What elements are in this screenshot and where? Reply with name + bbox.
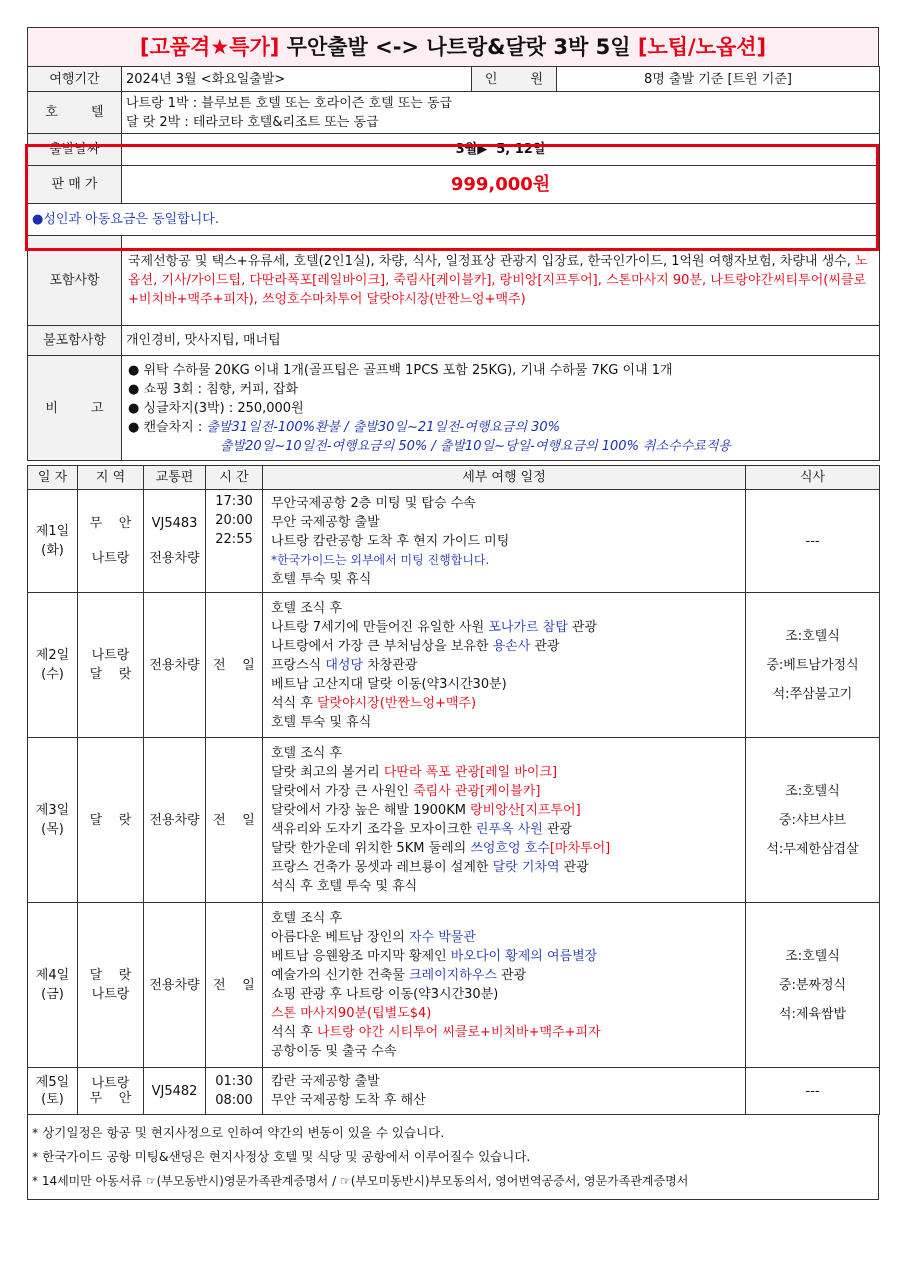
title-main: 무안출발 <-> 나트랑&달랏 3박 5일 [279, 35, 638, 59]
day1-transport: VJ5483 전용차량 [144, 490, 206, 593]
day5-detail: 캄란 국제공항 출발 무안 국제공항 도착 후 해산 [263, 1068, 746, 1115]
remark-baggage: ● 위탁 수하물 20KG 이내 1개(골프팁은 골프백 1PCS 포함 25KG), 기내 수하물 7KG 이내 1개 [128, 362, 673, 378]
day2-transport: 전용차량 [144, 593, 206, 738]
period-label: 여행기간 [28, 67, 122, 92]
day2-label: 제2일 (수) [28, 593, 78, 738]
schedule-header-row [28, 466, 880, 490]
day3-label: 제3일 (목) [28, 738, 78, 903]
price-label: 판 매 가 [28, 166, 122, 204]
depart-value: 3월▶ 5, 12일 [122, 134, 880, 166]
period-value: 2024년 3월 <화요일출발> [122, 67, 472, 92]
col-header-region: 지 역 [78, 466, 144, 490]
table-row-day4 [28, 903, 880, 1068]
day5-region: 나트랑 무 안 [78, 1068, 144, 1115]
table-row-day1 [28, 490, 880, 593]
people-value: 8명 출발 기준 [트윈 기준] [557, 67, 880, 92]
day5-meal: --- [746, 1068, 880, 1115]
remark-value [122, 356, 880, 461]
col-header-transport: 교통편 [144, 466, 206, 490]
exclude-label: 불포함사항 [28, 326, 122, 356]
col-header-day: 일 자 [28, 466, 78, 490]
hotel-line-dalat: 달 랏 2박 : 테라코타 호텔&리조트 또는 동급 [126, 114, 379, 130]
day3-detail: 호텔 조식 후 달랏 최고의 볼거리 다딴라 폭포 관광[레일 바이크] 달랏에서 가장 큰 사원인 죽림사 관광[케이블카] 달랏에서 가장 높은 해발 1900KM 랑비앙산[지프투어] 색유리와 도자기 조각을 모자이크한 린푸옥 사원 관광 달랏 한가운데 위치한 5KM 둘레의 쓰엉흐엉 호수[마차투어] 프랑스 건축가 몽셋과 레브룡이 설계한 달랏 기차역 관광 석식 후 호텔 투숙 및 휴식 [263, 738, 746, 903]
day5-transport: VJ5482 [144, 1068, 206, 1115]
col-header-detail: 세부 여행 일정 [263, 466, 746, 490]
remark-single-charge: ● 싱글차지(3박) : 250,000원 [128, 400, 304, 416]
include-label: 포함사항 [28, 236, 122, 326]
day1-times: 17:30 20:00 22:55 [206, 490, 263, 593]
cancel-policy-b: 출발20일~10일전-여행요금의 50% / 출발10일~당일-여행요금의 100% 취소수수료적용 [220, 438, 731, 454]
day2-time: 전 일 [206, 593, 263, 738]
day1-meal: --- [746, 490, 880, 593]
hotel-value [122, 92, 880, 134]
day2-detail: 호텔 조식 후 나트랑 7세기에 만들어진 유일한 사원 포나가르 참탑 관광 나트랑에서 가장 큰 부처님상을 보유한 용손사 관광 프랑스식 대성당 차창관광 베트남 고산지대 달랏 이동(약3시간30분) 석식 후 달랏야시장(반짠느엉+맥주) 호텔 투숙 및 휴식 [263, 593, 746, 738]
day4-label: 제4일 (금) [28, 903, 78, 1068]
note-guide-meeting: * 한국가이드 공항 미팅&샌딩은 현지사정상 호텔 및 식당 및 공항에서 이루어질수 있습니다. [32, 1149, 531, 1164]
exclude-value: 개인경비, 맛사지팁, 매너팁 [122, 326, 880, 356]
col-header-meal: 식사 [746, 466, 880, 490]
price-value: 999,000원 [122, 166, 880, 204]
schedule-table [27, 465, 880, 1115]
include-text-highlight: 노옵션, 기사/가이드팁, 다딴라폭포[레일바이크], 죽림사[케이블카], 랑비앙[지프투어], 스톤마사지 90분, 나트랑야간씨티투어(씨클로+비치바+맥주+피자), 쓰엉호수마차투어 달랏야시장(반짠느엉+맥주) [128, 254, 868, 307]
day2-meals: 조:호텔식 중:베트남가정식 석:쭈삼불고기 [746, 593, 880, 738]
hotel-label: 호 텔 [28, 92, 122, 134]
remark-cancel: ● 캔슬차지 : 출발31일전-100%환불 / 출발30일~21일전-여행요금의 30% [128, 419, 561, 435]
day1-detail: 무안국제공항 2층 미팅 및 탑승 수속 무안 국제공항 출발 나트랑 캄란공항 도착 후 현지 가이드 미팅 *한국가이드는 외부에서 미팅 진행합니다. 호텔 투숙 및 휴식 [263, 490, 746, 593]
cancel-policy-a: 출발31일전-100%환불 / 출발30일~21일전-여행요금의 30% [206, 419, 561, 435]
page-title [27, 27, 879, 67]
table-row-day5 [28, 1068, 880, 1115]
include-value [122, 236, 880, 326]
day3-transport: 전용차량 [144, 738, 206, 903]
table-row-day3 [28, 738, 880, 903]
hotel-line-nhatrang: 나트랑 1박 : 블루보튼 호텔 또는 호라이즌 호텔 또는 동급 [126, 95, 453, 111]
remark-label: 비 고 [28, 356, 122, 461]
title-tag-notip: [노팁/노옵션] [637, 35, 767, 59]
col-header-time: 시 간 [206, 466, 263, 490]
day4-detail: 호텔 조식 후 아름다운 베트남 장인의 자수 박물관 베트남 응웬왕조 마지막 황제인 바오다이 황제의 여름별장 예술가의 신기한 건축물 크레이지하우스 관광 쇼핑 관광 후 나트랑 이동(약3시간30분) 스톤 마사지90분(팁별도$4) 석식 후 나트랑 야간 시티투어 씨클로+비치바+맥주+피자 공항이동 및 출국 수속 [263, 903, 746, 1068]
title-tag-premium: [고품격★특가] [139, 35, 280, 59]
people-label: 인 원 [472, 67, 557, 92]
day4-time: 전 일 [206, 903, 263, 1068]
day1-label: 제1일 (화) [28, 490, 78, 593]
day2-region: 나트랑 달 랏 [78, 593, 144, 738]
day4-meals: 조:호텔식 중:분짜정식 석:제육쌈밥 [746, 903, 880, 1068]
day3-meals: 조:호텔식 중:샤브샤브 석:무제한삼겹살 [746, 738, 880, 903]
note-child-documents: * 14세미만 아동서류 ☞(부모동반시)영문가족관계증명서 / ☞(부모미동반시)부모동의서, 영어번역공증서, 영문가족관계증명서 [32, 1174, 689, 1188]
remark-shopping: ● 쇼핑 3회 : 침향, 커피, 잡화 [128, 381, 299, 397]
include-text: 국제선항공 및 택스+유류세, 호텔(2인1실), 차량, 식사, 일정표상 관광지 입장료, 한국인가이드, 1억원 여행자보험, 차량내 생수, [128, 254, 855, 269]
day4-region: 달 랏 나트랑 [78, 903, 144, 1068]
footer-notes [27, 1115, 879, 1200]
day3-region: 달 랏 [78, 738, 144, 903]
day3-time: 전 일 [206, 738, 263, 903]
day5-times: 01:30 08:00 [206, 1068, 263, 1115]
itinerary-document [27, 27, 879, 1200]
day5-label: 제5일 (토) [28, 1068, 78, 1115]
info-table [27, 66, 880, 461]
table-row-day2 [28, 593, 880, 738]
day4-transport: 전용차량 [144, 903, 206, 1068]
day1-region: 무 안 나트랑 [78, 490, 144, 593]
price-note: ●성인과 아동요금은 동일합니다. [28, 204, 880, 236]
depart-label: 출발날짜 [28, 134, 122, 166]
note-schedule-change: * 상기일정은 항공 및 현지사정으로 인하여 약간의 변동이 있을 수 있습니다. [32, 1125, 445, 1140]
